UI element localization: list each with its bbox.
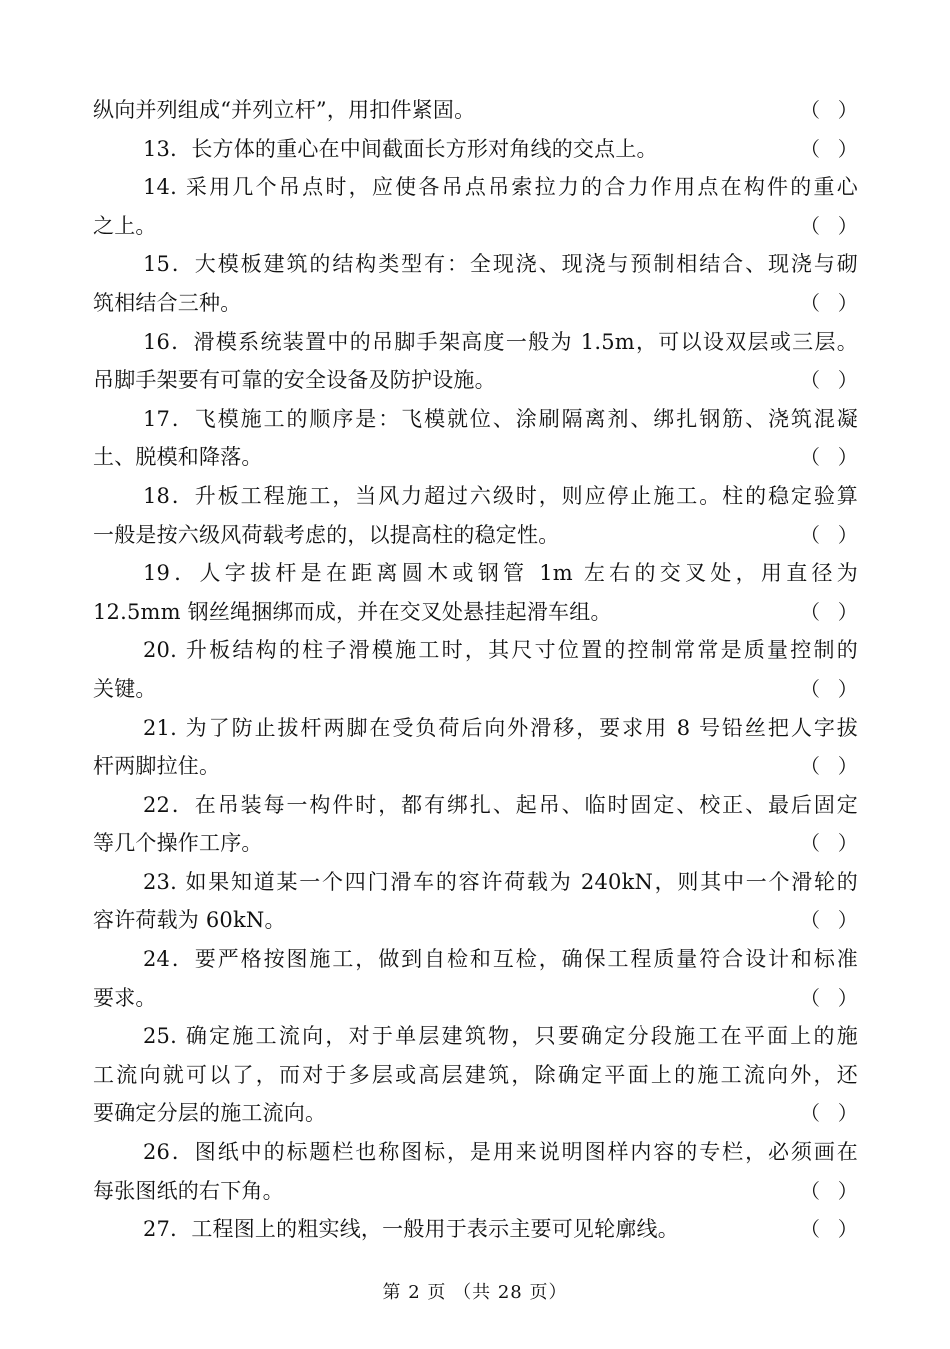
question-line-last: [93, 747, 858, 786]
answer-bracket-close: ）: [837, 213, 858, 238]
answer-bracket-close: ）: [837, 368, 858, 393]
answer-bracket-close: ）: [837, 908, 858, 933]
answer-bracket[interactable]: [800, 284, 858, 323]
answer-bracket[interactable]: [800, 747, 858, 786]
question-line-last: [93, 91, 858, 130]
answer-bracket[interactable]: [800, 1210, 858, 1249]
answer-bracket[interactable]: [800, 516, 858, 555]
answer-bracket-close: ）: [837, 754, 858, 779]
question-text: 18．升板工程施工，当风力超过六级时，则应停止施工。柱的稳定验算: [143, 483, 858, 508]
question-text: 关键。: [93, 676, 157, 701]
question-line: [93, 940, 858, 979]
question-text: 工流向就可以了，而对于多层或高层建筑，除确定平面上的施工流向外，还: [93, 1062, 858, 1087]
question-text: 杆两脚拉住。: [93, 754, 221, 779]
question-line: [93, 400, 858, 439]
question-text: 16．滑模系统装置中的吊脚手架高度一般为 1.5m，可以设双层或三层。: [143, 329, 858, 354]
question-line-last: [93, 207, 858, 246]
question-line-last: [93, 284, 858, 323]
question-line: [93, 477, 858, 516]
answer-bracket-open: （: [800, 445, 821, 470]
answer-bracket[interactable]: [800, 130, 858, 169]
question-line-last: [93, 1210, 858, 1249]
question-line-last: [93, 593, 858, 632]
question-text: 19．人字拔杆是在距离圆木或钢管 1m 左右的交叉处，用直径为: [143, 561, 858, 586]
answer-bracket-close: ）: [837, 136, 858, 161]
page-footer: 第 2 页 （共 28 页）: [382, 1282, 568, 1303]
question-line-last: [93, 516, 858, 555]
question-text: 筑相结合三种。: [93, 290, 242, 315]
question-line-last: [93, 1172, 858, 1211]
answer-bracket[interactable]: [800, 361, 858, 400]
question-text: 14. 采用几个吊点时，应使各吊点吊索拉力的合力作用点在构件的重心: [143, 175, 858, 200]
answer-bracket-close: ）: [837, 98, 858, 122]
answer-bracket-open: （: [800, 599, 821, 624]
question-line: [93, 786, 858, 825]
answer-bracket[interactable]: [800, 824, 858, 863]
question-line-last: [93, 670, 858, 709]
question-line-last: [93, 438, 858, 477]
answer-bracket-close: ）: [837, 1178, 858, 1203]
answer-bracket-open: （: [800, 1101, 821, 1126]
question-text: 20. 升板结构的柱子滑模施工时，其尺寸位置的控制常常是质量控制的: [143, 638, 858, 663]
answer-bracket[interactable]: [800, 593, 858, 632]
question-text: 要求。: [93, 985, 157, 1010]
question-line: [93, 323, 858, 362]
question-line: [93, 631, 858, 670]
question-text: 等几个操作工序。: [93, 831, 263, 856]
answer-bracket[interactable]: [800, 901, 858, 940]
answer-bracket-open: （: [800, 1178, 821, 1203]
answer-bracket-close: ）: [837, 1101, 858, 1126]
question-text: 23. 如果知道某一个四门滑车的容许荷载为 240kN，则其中一个滑轮的: [143, 869, 858, 894]
answer-bracket[interactable]: [800, 670, 858, 709]
question-line-last: [93, 1094, 858, 1133]
true-false-question-list: [93, 91, 858, 1249]
question-text: 27．工程图上的粗实线，一般用于表示主要可见轮廓线。: [143, 1217, 679, 1242]
answer-bracket-open: （: [800, 1217, 821, 1242]
question-line: [93, 554, 858, 593]
question-line: [93, 168, 858, 207]
question-line: [93, 1133, 858, 1172]
answer-bracket-open: （: [800, 676, 821, 701]
answer-bracket-close: ）: [837, 599, 858, 624]
question-text: 26．图纸中的标题栏也称图标，是用来说明图样内容的专栏，必须画在: [143, 1140, 858, 1165]
question-line-last: [93, 979, 858, 1018]
question-text: 容许荷载为 60kN。: [93, 908, 286, 933]
answer-bracket-open: （: [800, 522, 821, 547]
answer-bracket[interactable]: [800, 1172, 858, 1211]
question-text: 要确定分层的施工流向。: [93, 1101, 327, 1126]
answer-bracket-close: ）: [837, 522, 858, 547]
answer-bracket[interactable]: [800, 91, 858, 130]
question-text: 21. 为了防止拔杆两脚在受负荷后向外滑移，要求用 8 号铅丝把人字拔: [143, 715, 858, 740]
question-line-last: [93, 361, 858, 400]
answer-bracket-open: （: [800, 98, 821, 122]
question-line: [93, 1056, 858, 1095]
question-text: 土、脱模和降落。: [93, 445, 263, 470]
answer-bracket-close: ）: [837, 445, 858, 470]
answer-bracket-close: ）: [837, 831, 858, 856]
question-text: 纵向并列组成“并列立杆”，用扣件紧固。: [93, 98, 476, 122]
answer-bracket-open: （: [800, 754, 821, 779]
answer-bracket[interactable]: [800, 438, 858, 477]
question-text: 12.5mm 钢丝绳捆绑而成，并在交叉处悬挂起滑车组。: [93, 599, 612, 624]
question-text: 13．长方体的重心在中间截面长方形对角线的交点上。: [143, 136, 658, 161]
question-text: 24．要严格按图施工，做到自检和互检，确保工程质量符合设计和标准: [143, 947, 858, 972]
question-text: 每张图纸的右下角。: [93, 1178, 284, 1203]
answer-bracket-close: ）: [837, 676, 858, 701]
answer-bracket-close: ）: [837, 1217, 858, 1242]
question-line-last: [93, 824, 858, 863]
answer-bracket[interactable]: [800, 1094, 858, 1133]
answer-bracket-open: （: [800, 136, 821, 161]
question-text: 15．大模板建筑的结构类型有：全现浇、现浇与预制相结合、现浇与砌: [143, 252, 858, 277]
question-text: 之上。: [93, 213, 157, 238]
question-line: [93, 1017, 858, 1056]
answer-bracket[interactable]: [800, 207, 858, 246]
question-text: 25. 确定施工流向，对于单层建筑物，只要确定分段施工在平面上的施: [143, 1024, 858, 1049]
question-line-last: [93, 130, 858, 169]
answer-bracket[interactable]: [800, 979, 858, 1018]
answer-bracket-close: ）: [837, 985, 858, 1010]
question-text: 22．在吊装每一构件时，都有绑扎、起吊、临时固定、校正、最后固定: [143, 792, 858, 817]
question-text: 17．飞模施工的顺序是：飞模就位、涂刷隔离剂、绑扎钢筋、浇筑混凝: [143, 406, 858, 431]
question-line: [93, 709, 858, 748]
answer-bracket-close: ）: [837, 290, 858, 315]
question-line-last: [93, 901, 858, 940]
answer-bracket-open: （: [800, 213, 821, 238]
answer-bracket-open: （: [800, 985, 821, 1010]
question-line: [93, 245, 858, 284]
answer-bracket-open: （: [800, 831, 821, 856]
question-text: 吊脚手架要有可靠的安全设备及防护设施。: [93, 368, 496, 393]
answer-bracket-open: （: [800, 368, 821, 393]
answer-bracket-open: （: [800, 908, 821, 933]
answer-bracket-open: （: [800, 290, 821, 315]
question-text: 一般是按六级风荷载考虑的，以提高柱的稳定性。: [93, 522, 560, 547]
question-line: [93, 863, 858, 902]
